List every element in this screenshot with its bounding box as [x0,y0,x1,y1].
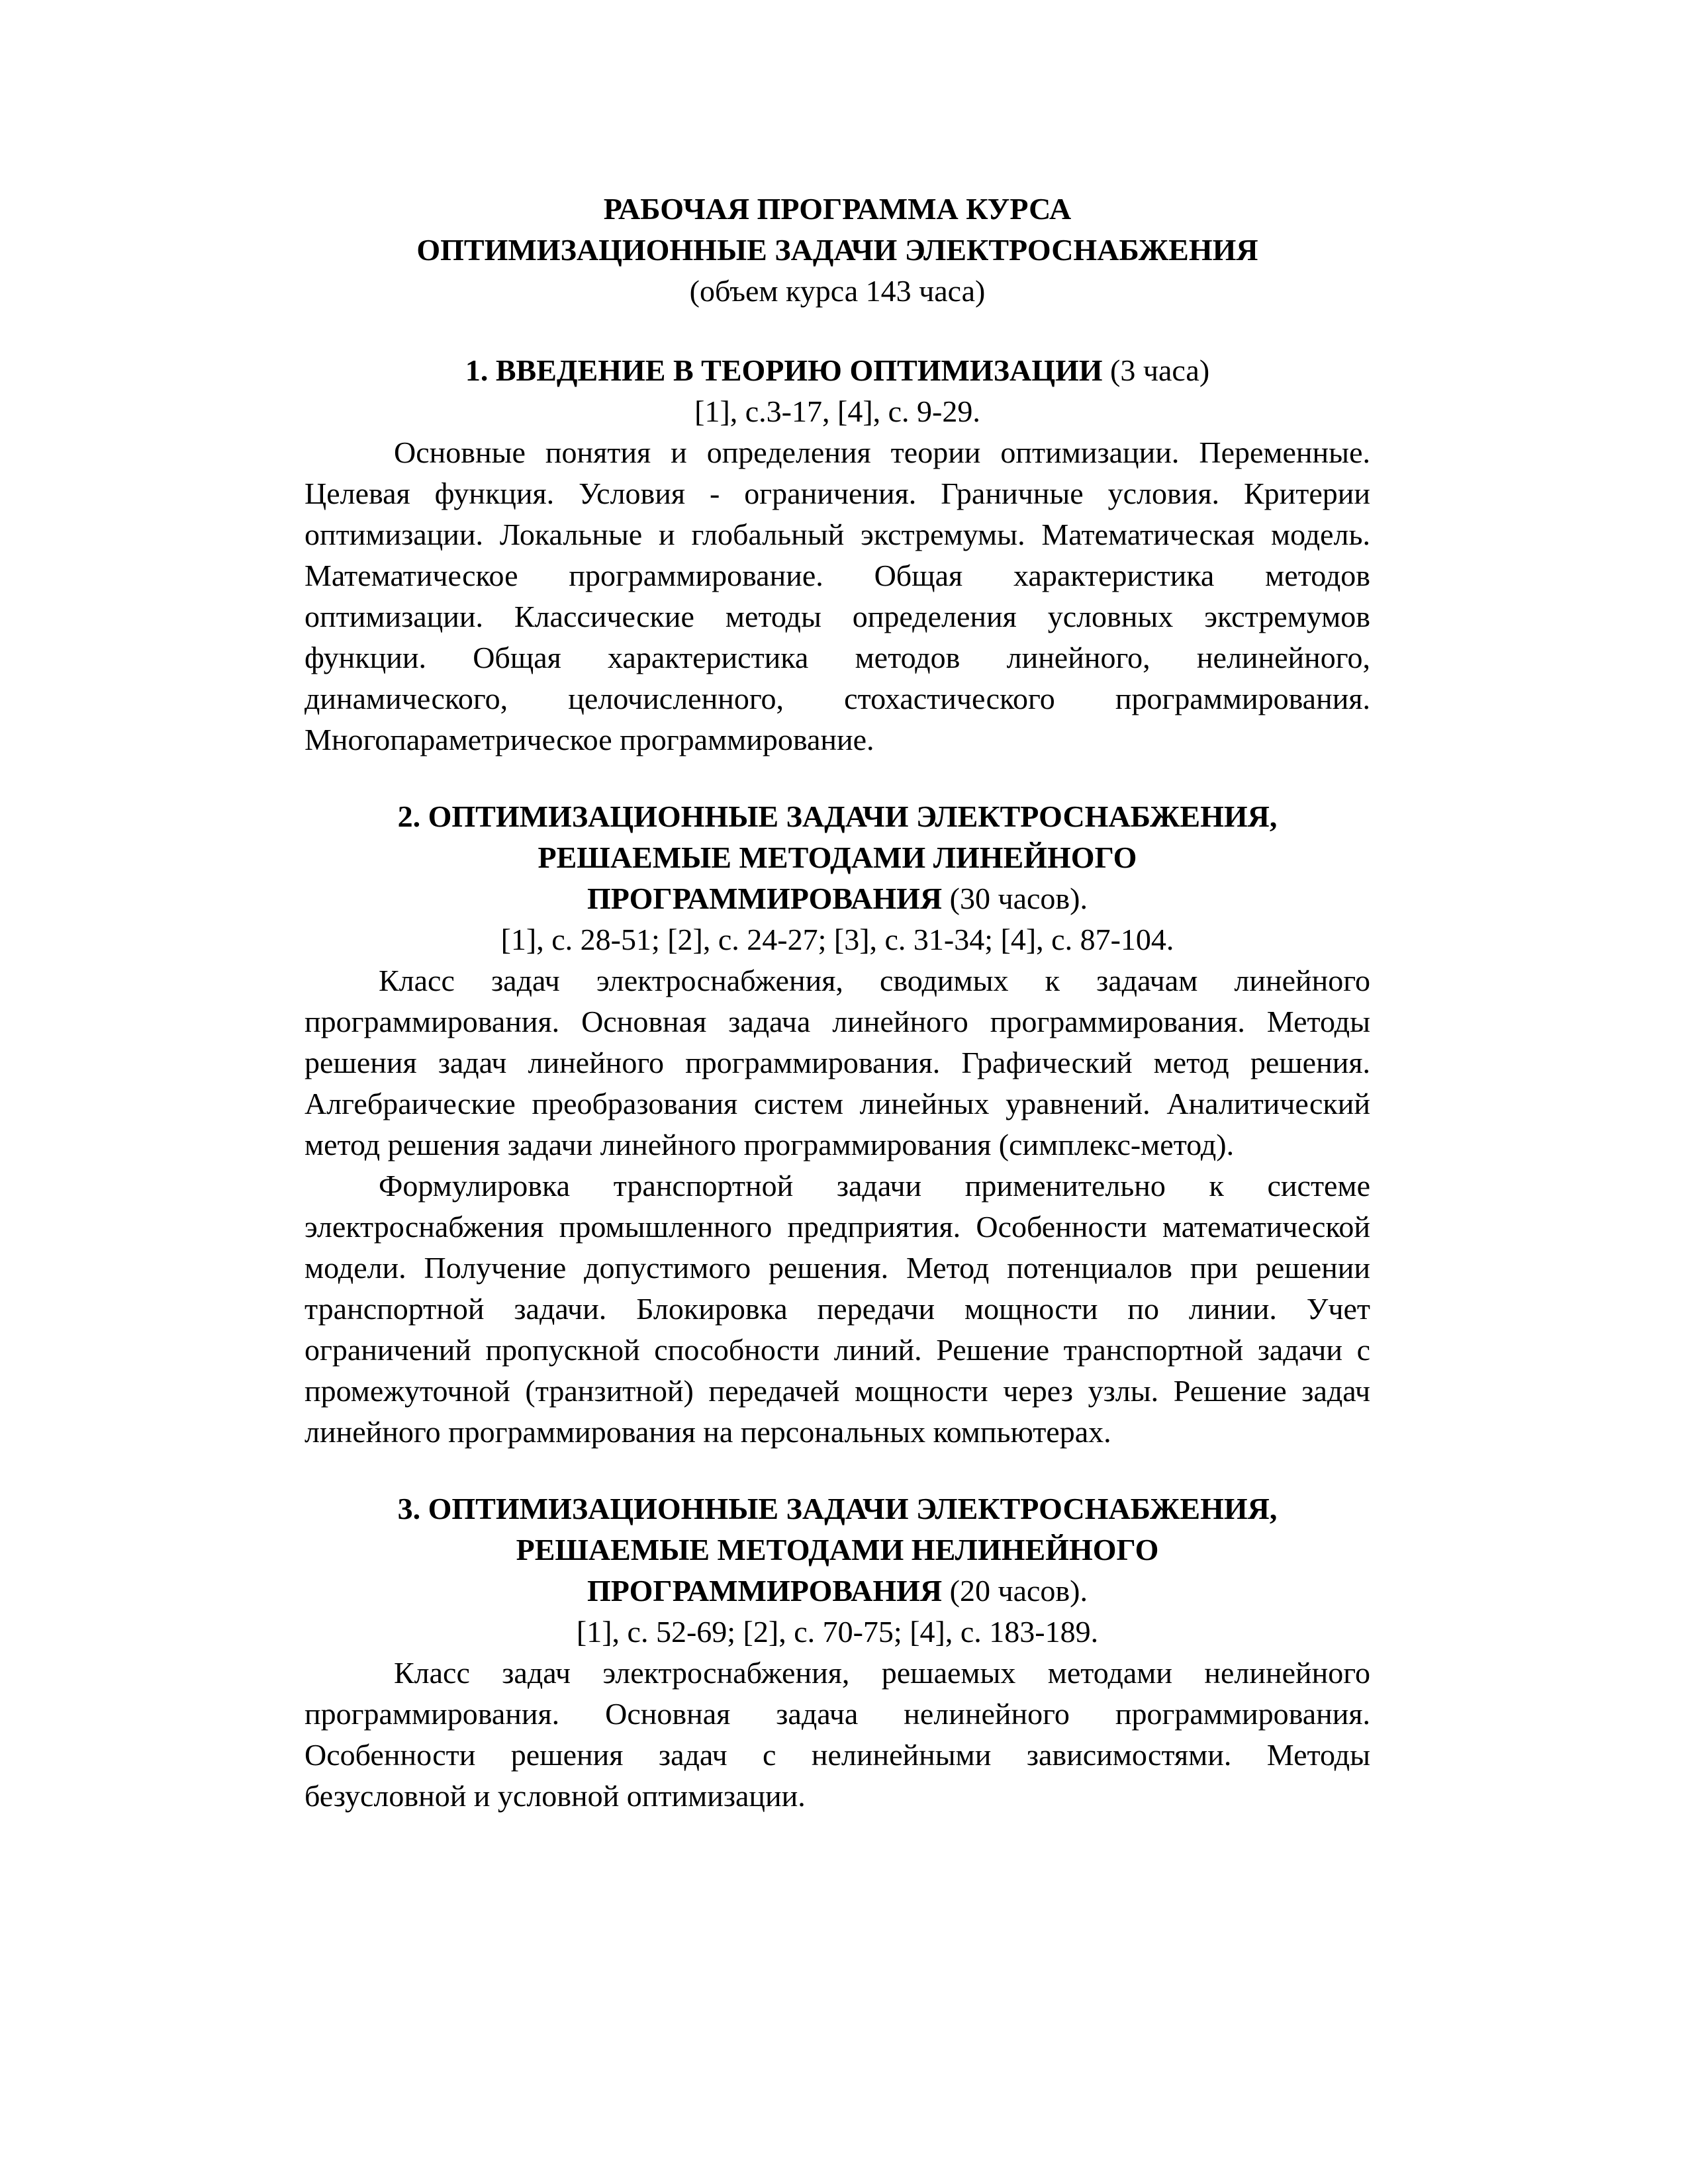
section-2-title-line-3 [305,878,1370,919]
document-body [305,189,1370,1817]
course-program-title: РАБОЧАЯ ПРОГРАММА КУРСА [603,192,1072,226]
course-volume: (объем курса 143 часа) [689,274,986,308]
section-2-title-line-2: РЕШАЕМЫЕ МЕТОДАМИ ЛИНЕЙНОГО [538,841,1137,874]
course-name: ОПТИМИЗАЦИОННЫЕ ЗАДАЧИ ЭЛЕКТРОСНАБЖЕНИЯ [416,233,1258,267]
section-2-hours: (30 часов). [942,882,1088,915]
section-2-title-line-1: 2. ОПТИМИЗАЦИОННЫЕ ЗАДАЧИ ЭЛЕКТРОСНАБЖЕНИЯ, [397,799,1278,833]
section-3-title-line-1: 3. ОПТИМИЗАЦИОННЫЕ ЗАДАЧИ ЭЛЕКТРОСНАБЖЕНИЯ, [397,1492,1278,1525]
section-3 [305,1488,1370,1817]
section-1-heading [305,350,1370,391]
section-2-title-line-3-text: ПРОГРАММИРОВАНИЯ [587,882,943,915]
section-1-paragraph: Основные понятия и определения теории оптимизации. Переменные. Целевая функция. Условия - ограничения. Граничные условия. Критерии оптимизации. Локальные и глобальный экстремумы. Математическая модель. Математическое программирование. Общая характеристика методов оптимизации. Классические методы определения условных экстремумов функции. Общая характеристика методов линейного, нелинейного, динамического, целочисленного, стохастического программирования. Многопараметрическое программирование. [305,435,1370,756]
section-1-refs: [1], с.3-17, [4], с. 9-29. [694,394,980,428]
section-2 [305,796,1370,1453]
section-2-paragraph-1: Класс задач электроснабжения, сводимых к задачам линейного программирования. Основная задача линейного программирования. Методы решения задач линейного программирования. Графический метод решения. Алгебраические преобразования систем линейных уравнений. Аналитический метод решения задачи линейного программирования (симплекс-метод). [305,964,1370,1161]
section-2-refs: [1], с. 28-51; [2], с. 24-27; [3], с. 31-34; [4], с. 87-104. [500,923,1174,956]
section-1 [305,350,1370,760]
section-3-title-line-3-text: ПРОГРАММИРОВАНИЯ [587,1574,943,1608]
section-3-title-line-3 [305,1570,1370,1612]
section-3-refs: [1], с. 52-69; [2], с. 70-75; [4], с. 183-189. [576,1615,1099,1649]
section-1-title: 1. ВВЕДЕНИЕ В ТЕОРИЮ ОПТИМИЗАЦИИ [465,353,1103,387]
section-3-hours: (20 часов). [942,1574,1088,1608]
section-1-hours: (3 часа) [1102,353,1210,387]
section-3-title-line-2: РЕШАЕМЫЕ МЕТОДАМИ НЕЛИНЕЙНОГО [516,1533,1159,1567]
section-3-paragraph: Класс задач электроснабжения, решаемых методами нелинейного программирования. Основная задача нелинейного программирования. Особенности решения задач с нелинейными зависимостями. Методы безусловной и условной оптимизации. [305,1656,1370,1813]
document-header [305,189,1370,312]
section-2-paragraph-2: Формулировка транспортной задачи применительно к системе электроснабжения промышленного предприятия. Особенности математической модели. Получение допустимого решения. Метод потенциалов при решении транспортной задачи. Блокировка передачи мощности по линии. Учет ограничений пропускной способности линий. Решение транспортной задачи с промежуточной (транзитной) передачей мощности через узлы. Решение задач линейного программирования на персональных компьютерах. [305,1169,1370,1449]
